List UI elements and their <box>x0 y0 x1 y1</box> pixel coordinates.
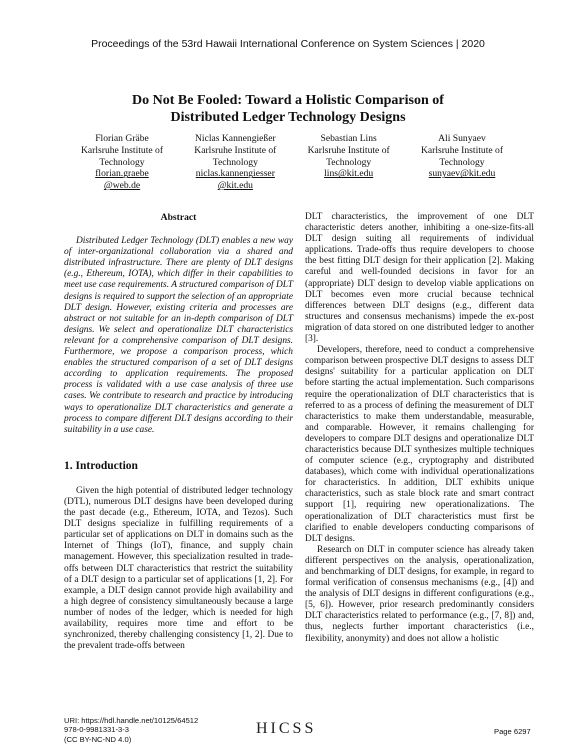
author-affiliation: Karlsruhe Institute of <box>307 144 390 156</box>
title-line-1: Do Not Be Fooled: Toward a Holistic Comparison of <box>132 93 444 108</box>
body-paragraph: DLT characteristics, the improvement of one DLT characteristic deters another, inhibiting a one-size-fits-all DLT design suiting all requirements of individual applications. Trade-offs thus require developers to choose the best fitting DLT design for their application [2]. Making careful and well-founded decisions in favor for an (appropriate) DLT design to develop viable applications on DLT becomes even more crucial because technical differences between DLT designs (e.g., different data structures and consensus mechanisms) impede the ex-post migration of data stored on one distributed ledger to another [3]. <box>305 212 534 345</box>
author-block <box>68 133 176 192</box>
author-affiliation: Karlsruhe Institute of <box>420 144 504 156</box>
intro-paragraph: Given the high potential of distributed ledger technology (DTL), numerous DLT designs have been developed during the past decade (e.g., Ethereum, IOTA, and Tezos). Such DLT designs specialize in fulfilling requirements of a particular set of applications on DLT in domains such as the Internet of Things (IoT), finance, and supply chain management. However, this specialization resulted in trade-offs between DLT characteristics that restrict the suitability of a DLT design to a particular set of applications [1, 2]. For example, a DLT design cannot provide high availability and a high degree of consistency simultaneously because a large number of nodes of the ledger, which is needed for high availability, requires more time and effort to be synchronized, thereby challenging consistency [1, 2]. Due to the prevalent trade-offs between <box>64 485 293 652</box>
author-email[interactable]: lins@kit.edu <box>324 168 374 180</box>
left-column <box>64 212 293 652</box>
footer-uri[interactable]: URI: https://hdl.handle.net/10125/64512 <box>64 716 199 725</box>
author-affiliation: Karlsruhe Institute of <box>80 144 164 156</box>
author-block <box>181 133 289 192</box>
body-paragraph: Developers, therefore, need to conduct a comprehensive comparison between prospective DLT designs to assess DLT designs' suitability for a particular application on DLT before starting the actual implementation. Such comparisons require the operationalization of DLT characteristics that is referred to as a process of defining the measurement of DLT characteristics to make them understandable, measurable, and comparable. However, it remains challenging for developers to compare DLT designs and operationalize DLT characteristics because DLT synthesizes multiple techniques of computer science (e.g., cryptography and distributed databases), which come with individual operationalizations for characteristics. In addition, DLT exhibits unique characteristics, such as stale block rate and smart contract support [1], requiring new operationalizations. The operationalization of DLT characteristics must first be clarified to enable developers conducting comparisons of DLT designs. <box>305 345 534 544</box>
author-email[interactable]: florian.graebe <box>95 168 149 180</box>
author-block <box>408 133 516 192</box>
body-paragraph: Research on DLT in computer science has already taken different perspectives on the analysis, operationalization, and benchmarking of DLT designs, for example, in regard to formal verification of consensus mechanisms (e.g., [4]) and the analysis of DLT designs in different configurations (e.g., [5, 6]). However, prior research predominantly considers DLT characteristics related to performance (e.g., [7, 8]) and, thus, neglects further important characteristics (i.e., flexibility, anonymity) and does not allow a holistic <box>305 544 534 644</box>
page-number: Page 6297 <box>494 727 531 736</box>
footer-license: (CC BY-NC-ND 4.0) <box>64 734 132 744</box>
hicss-logo: HICSS <box>256 720 317 737</box>
paper-title <box>0 92 576 126</box>
author-list <box>68 133 516 192</box>
author-email[interactable]: niclas.kannengiesser <box>195 168 275 180</box>
author-name: Florian Gräbe <box>95 133 149 144</box>
author-affiliation: Technology <box>212 156 258 168</box>
abstract-text: Distributed Ledger Technology (DLT) enables a new way of inter-organizational collaboration via a shared and distributed infrastructure. There are plenty of DLT designs (e.g., Ethereum, IOTA), which differ in their capabilities to meet use case requirements. A structured comparison of DLT designs is required to support the selection of an appropriate DLT design. However, existing criteria and processes are abstract or not suitable for an in-depth comparison of DLT designs. We select and operationalize DLT characteristics relevant for a comprehensive comparison of DLT designs. Furthermore, we propose a comparison process, which enables the structured comparison of a set of DLT designs according to application requirements. The proposed process is validated with a use case analysis of three use cases. We contribute to research and practice by introducing ways to operationalize DLT characteristics and generate a process to compare different DLT designs according to their suitability in a use case. <box>64 236 293 435</box>
author-email[interactable]: sunyaev@kit.edu <box>428 168 496 180</box>
author-name: Sebastian Lins <box>320 133 377 144</box>
abstract-heading: Abstract <box>160 212 197 223</box>
author-name: Niclas Kannengießer <box>194 133 276 144</box>
author-affiliation: Technology <box>326 156 372 168</box>
right-column <box>305 212 534 645</box>
author-name: Ali Sunyaev <box>438 133 486 144</box>
author-affiliation: Technology <box>439 156 485 168</box>
footer-isbn: 978-0-9981331-3-3 <box>64 725 130 735</box>
author-affiliation: Technology <box>99 156 145 168</box>
proceedings-header: Proceedings of the 53rd Hawaii International Conference on System Sciences | 2020 <box>91 38 485 50</box>
section-heading-introduction: 1. Introduction <box>64 459 138 472</box>
title-line-2: Distributed Ledger Technology Designs <box>170 110 406 125</box>
author-affiliation: Karlsruhe Institute of <box>194 144 277 156</box>
author-email[interactable]: @web.de <box>103 180 141 192</box>
author-email[interactable]: @kit.edu <box>217 180 253 192</box>
author-block <box>295 133 403 192</box>
footer-identifiers <box>64 716 198 744</box>
